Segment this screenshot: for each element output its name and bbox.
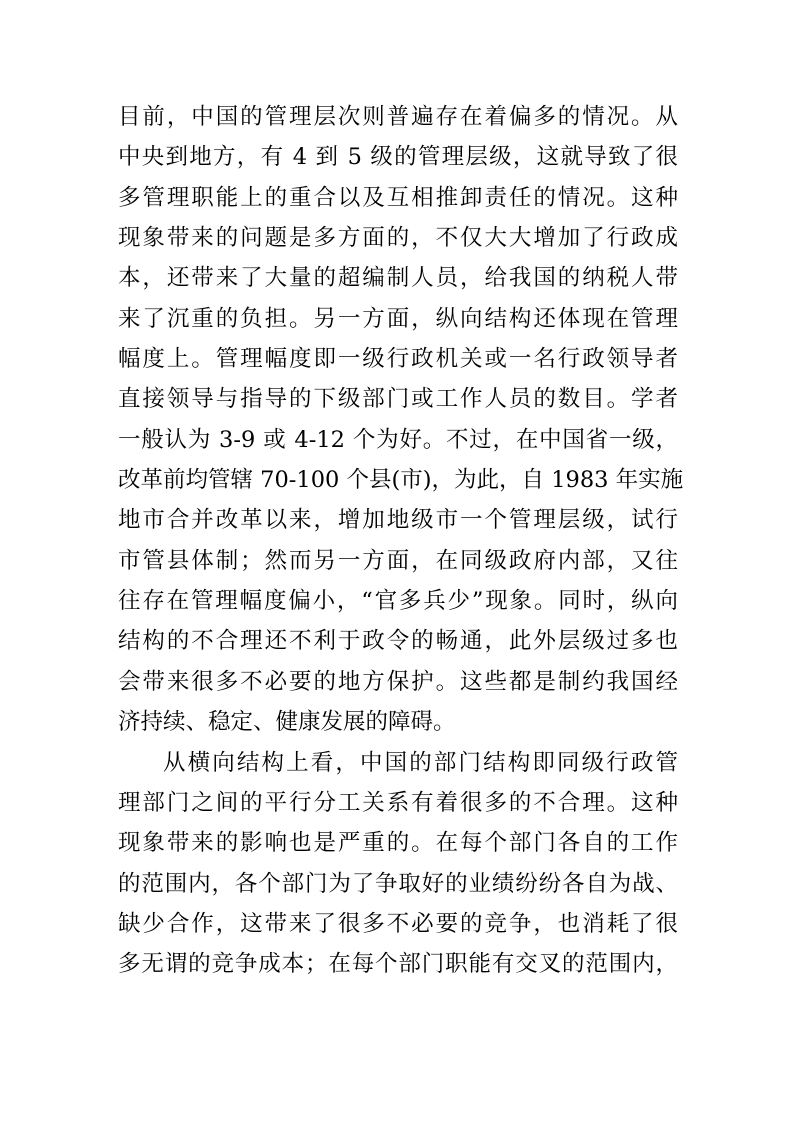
text-line: 会带来很多不必要的地方保护。这些都是制约我国经 <box>118 668 678 695</box>
text-line: 幅度上。管理幅度即一级行政机关或一名行政领导者 <box>118 346 678 373</box>
text-line: 济持续、稳定、健康发展的障碍。 <box>118 709 456 736</box>
text-line: 市管县体制；然而另一方面，在同级政府内部，又往 <box>118 547 678 574</box>
paragraph-2 <box>118 743 678 985</box>
text-line: 的范围内，各个部门为了争取好的业绩纷纷各自为战、 <box>118 870 678 897</box>
text-line: 现象带来的影响也是严重的。在每个部门各自的工作 <box>118 830 678 857</box>
text-line: 从横向结构上看，中国的部门结构即同级行政管 <box>163 749 678 776</box>
paragraph-1 <box>118 97 684 743</box>
text-line: 现象带来的问题是多方面的，不仅大大增加了行政成 <box>118 225 678 252</box>
text-line: 来了沉重的负担。另一方面，纵向结构还体现在管理 <box>118 305 678 332</box>
text-line: 多管理职能上的重合以及互相推卸责任的情况。这种 <box>118 184 678 211</box>
text-line: 直接领导与指导的下级部门或工作人员的数目。学者 <box>118 386 678 413</box>
text-line: 理部门之间的平行分工关系有着很多的不合理。这种 <box>118 789 678 816</box>
text-line: 多无谓的竞争成本；在每个部门职能有交叉的范围内， <box>118 951 678 978</box>
text-line: 结构的不合理还不利于政令的畅通，此外层级过多也 <box>118 628 678 655</box>
body-text <box>118 97 684 985</box>
text-line: 缺少合作，这带来了很多不必要的竞争，也消耗了很 <box>118 910 678 937</box>
text-line: 往存在管理幅度偏小，“官多兵少”现象。同时，纵向 <box>118 588 678 615</box>
text-line: 改革前均管辖 70-100 个县(市)，为此，自 1983 年实施 <box>118 467 684 494</box>
text-line: 本，还带来了大量的超编制人员，给我国的纳税人带 <box>118 265 678 292</box>
text-line: 中央到地方，有 4 到 5 级的管理层级，这就导致了很 <box>118 144 678 171</box>
text-line: 目前，中国的管理层次则普遍存在着偏多的情况。从 <box>118 104 678 130</box>
text-line: 一般认为 3-9 或 4-12 个为好。不过，在中国省一级， <box>118 426 678 453</box>
text-line: 地市合并改革以来，增加地级市一个管理层级，试行 <box>118 507 678 534</box>
